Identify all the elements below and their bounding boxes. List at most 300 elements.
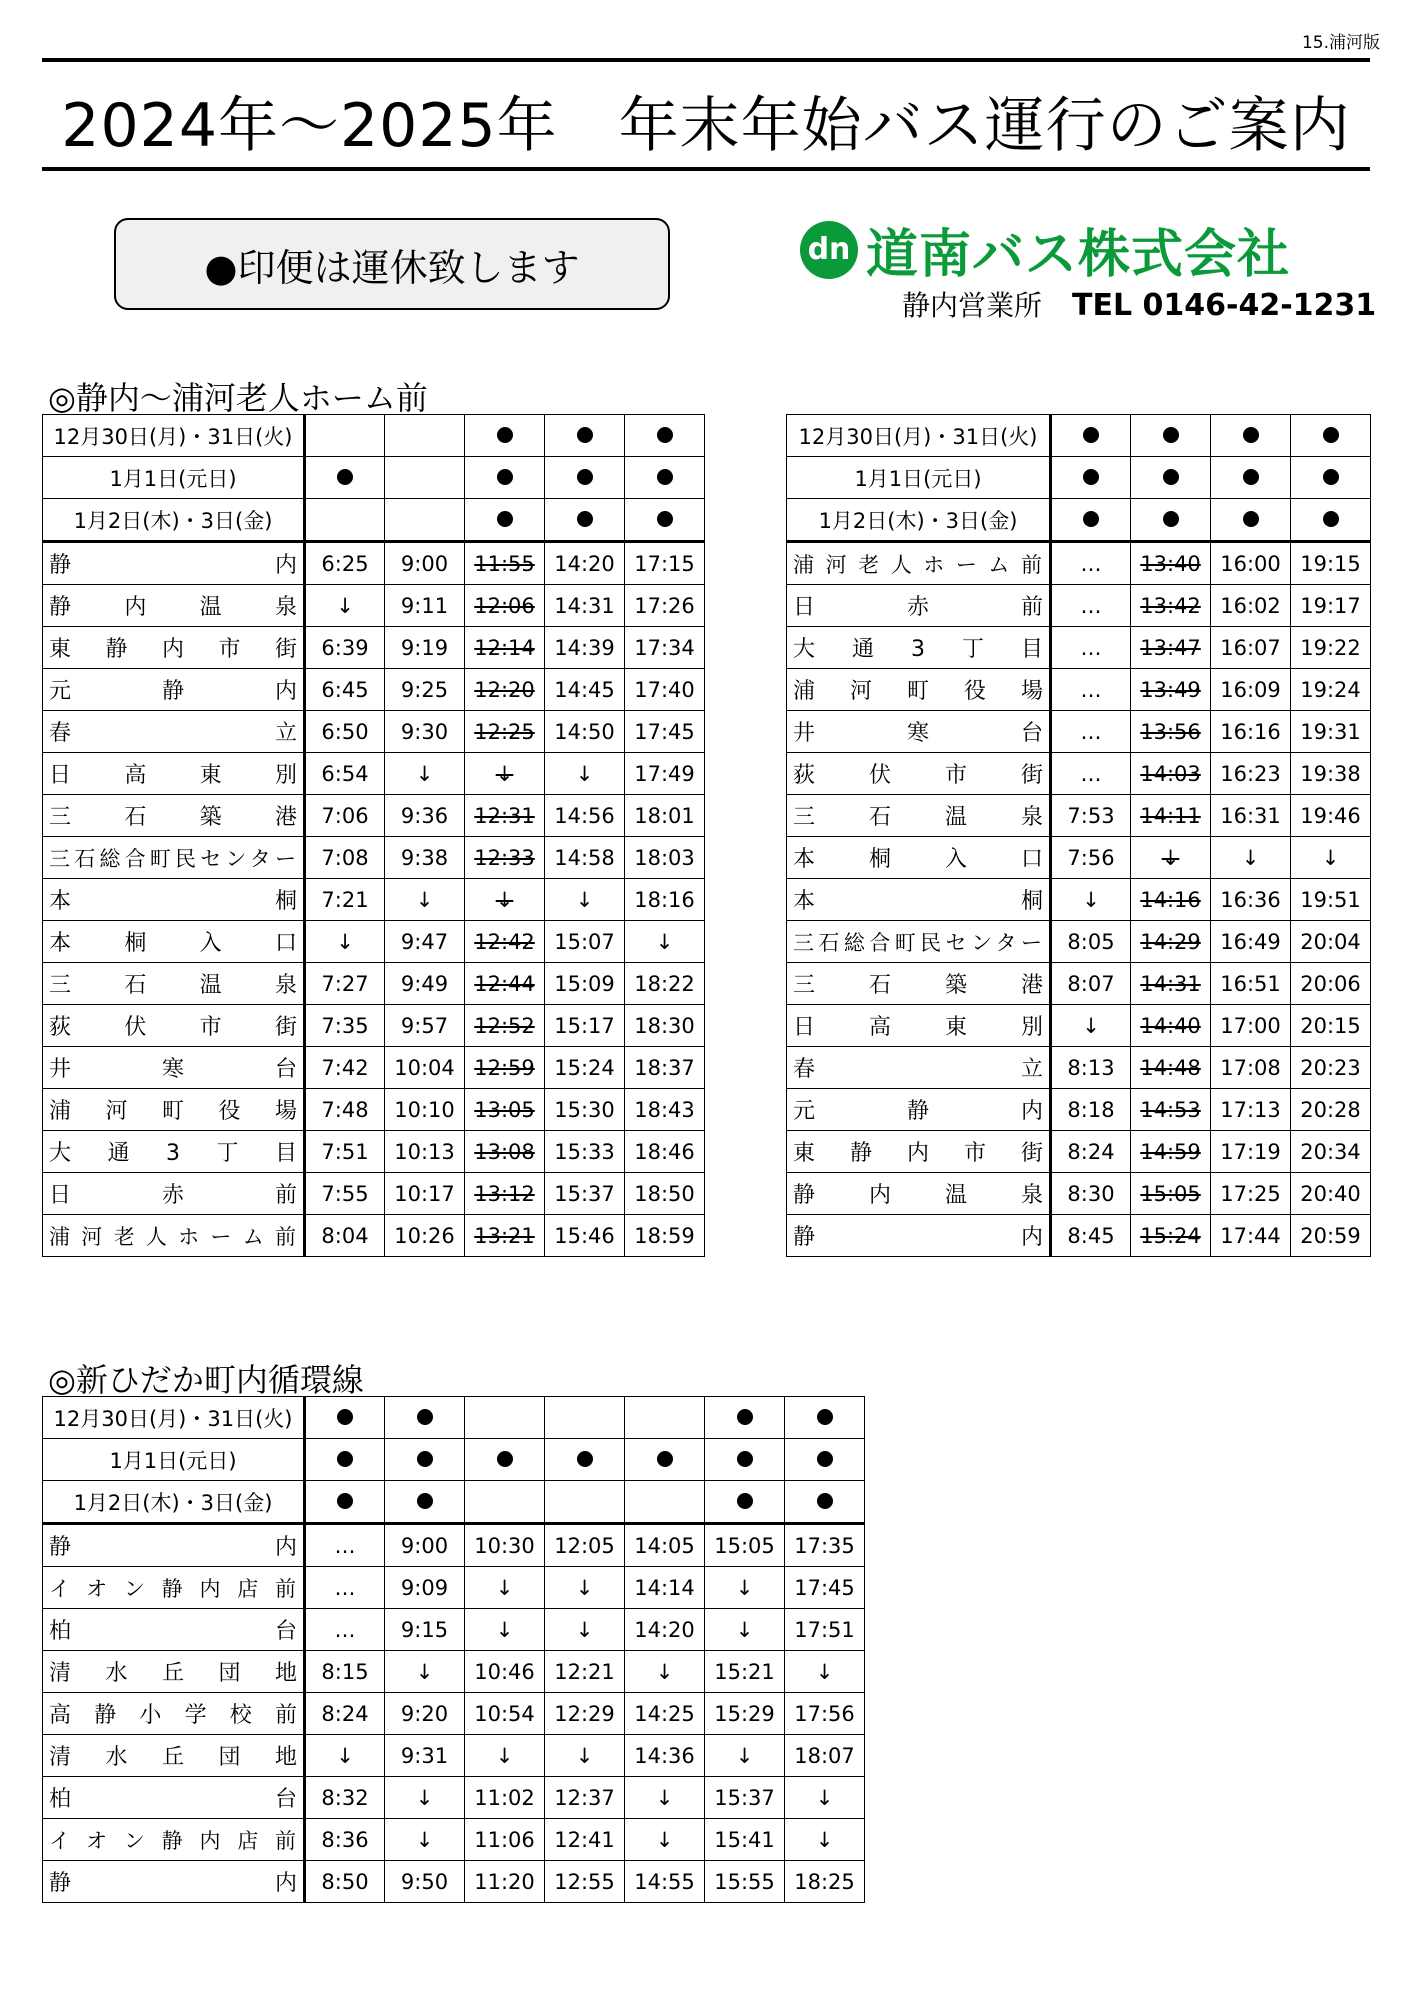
departure-time: 12:42	[465, 921, 545, 963]
departure-time: 14:58	[545, 837, 625, 879]
departure-time: …	[1051, 542, 1131, 585]
departure-time: 10:30	[465, 1524, 545, 1567]
operating-day-cell	[385, 1397, 465, 1439]
table-row	[43, 1173, 705, 1215]
departure-time: 13:56	[1131, 711, 1211, 753]
departure-time: 6:39	[305, 627, 385, 669]
departure-time: 20:40	[1291, 1173, 1371, 1215]
stop-name: 静内	[43, 1861, 305, 1903]
departure-time: 12:05	[545, 1524, 625, 1567]
departure-time: ↓	[545, 879, 625, 921]
suspended-dot-icon	[577, 511, 593, 527]
operating-day-cell	[385, 457, 465, 499]
departure-time: 15:33	[545, 1131, 625, 1173]
departure-time: 9:09	[385, 1567, 465, 1609]
departure-time: 9:38	[385, 837, 465, 879]
table-row	[43, 1651, 865, 1693]
departure-time: 8:15	[305, 1651, 385, 1693]
departure-time: 18:22	[625, 963, 705, 1005]
departure-time: 7:53	[1051, 795, 1131, 837]
table-row	[43, 1735, 865, 1777]
page-title: 2024年～2025年 年末年始バス運行のご案内	[61, 91, 1351, 161]
suspended-dot-icon	[1163, 511, 1179, 527]
departure-time: 9:57	[385, 1005, 465, 1047]
table-row	[787, 1215, 1371, 1257]
table-row	[787, 669, 1371, 711]
stop-name: 三石温泉	[787, 795, 1051, 837]
departure-time: 17:26	[625, 585, 705, 627]
departure-time: ↓	[385, 1819, 465, 1861]
table-row	[43, 1861, 865, 1903]
departure-time: 17:15	[625, 542, 705, 585]
operating-day-cell	[705, 1481, 785, 1524]
departure-time: 14:56	[545, 795, 625, 837]
table-row	[43, 542, 705, 585]
suspended-dot-icon	[497, 469, 513, 485]
departure-time: 6:54	[305, 753, 385, 795]
table-row	[787, 711, 1371, 753]
departure-time: ↓	[465, 1609, 545, 1651]
departure-time: 18:03	[625, 837, 705, 879]
departure-time: 14:20	[625, 1609, 705, 1651]
section-title-loop: ◎新ひだか町内循環線	[48, 1361, 364, 1399]
departure-time: 15:07	[545, 921, 625, 963]
departure-time: 9:49	[385, 963, 465, 1005]
departure-time: ↓	[625, 1819, 705, 1861]
departure-time: ↓	[385, 1777, 465, 1819]
operating-day-cell	[305, 499, 385, 542]
operating-day-cell	[625, 1397, 705, 1439]
table-row	[787, 627, 1371, 669]
departure-time: 8:32	[305, 1777, 385, 1819]
departure-time: 16:51	[1211, 963, 1291, 1005]
table-row	[787, 585, 1371, 627]
stop-name: 三石築港	[43, 795, 305, 837]
departure-time: 20:06	[1291, 963, 1371, 1005]
departure-time: 20:59	[1291, 1215, 1371, 1257]
departure-time: 15:09	[545, 963, 625, 1005]
departure-time: ↓	[705, 1567, 785, 1609]
departure-time: 14:11	[1131, 795, 1211, 837]
stop-name: 静内温泉	[43, 585, 305, 627]
departure-time: 16:31	[1211, 795, 1291, 837]
stop-name: 静内	[787, 1215, 1051, 1257]
operating-day-cell	[1291, 499, 1371, 542]
departure-time: 13:12	[465, 1173, 545, 1215]
stop-name: イオン静内店前	[43, 1567, 305, 1609]
suspended-dot-icon	[1083, 511, 1099, 527]
table-row	[43, 1609, 865, 1651]
departure-time: 17:35	[785, 1524, 865, 1567]
stop-name: 柏台	[43, 1609, 305, 1651]
departure-time: 16:09	[1211, 669, 1291, 711]
departure-time: 9:20	[385, 1693, 465, 1735]
stop-name: 柏台	[43, 1777, 305, 1819]
departure-time: 12:06	[465, 585, 545, 627]
operating-day-cell	[1211, 499, 1291, 542]
operating-day-label: 12月30日(月)・31日(火)	[787, 415, 1051, 457]
departure-time: 14:55	[625, 1861, 705, 1903]
operating-day-cell	[385, 499, 465, 542]
suspended-dot-icon	[1243, 469, 1259, 485]
departure-time: ↓	[385, 753, 465, 795]
table-row	[43, 627, 705, 669]
departure-time: 14:40	[1131, 1005, 1211, 1047]
table-row	[787, 753, 1371, 795]
departure-time: 17:51	[785, 1609, 865, 1651]
table-row	[43, 1089, 705, 1131]
operating-day-label: 1月1日(元日)	[43, 457, 305, 499]
table-row	[43, 1819, 865, 1861]
operating-day-cell	[545, 1397, 625, 1439]
operating-day-cell	[465, 1397, 545, 1439]
departure-time: ↓	[625, 1777, 705, 1819]
table-row	[43, 1047, 705, 1089]
departure-time: 9:31	[385, 1735, 465, 1777]
departure-time: 17:08	[1211, 1047, 1291, 1089]
timetable-shizunai-urakawa	[42, 414, 705, 1257]
table-row	[43, 1567, 865, 1609]
departure-time: …	[305, 1524, 385, 1567]
departure-time: ↓	[1131, 837, 1211, 879]
departure-time: 16:23	[1211, 753, 1291, 795]
suspended-dot-icon	[737, 1409, 753, 1425]
operating-day-row	[43, 1397, 865, 1439]
operating-day-cell	[545, 1481, 625, 1524]
departure-time: 11:06	[465, 1819, 545, 1861]
departure-time: 14:50	[545, 711, 625, 753]
departure-time: 14:20	[545, 542, 625, 585]
departure-time: 15:29	[705, 1693, 785, 1735]
suspended-dot-icon	[417, 1409, 433, 1425]
operating-day-cell	[465, 457, 545, 499]
table-row	[787, 879, 1371, 921]
departure-time: 16:49	[1211, 921, 1291, 963]
departure-time: 17:25	[1211, 1173, 1291, 1215]
departure-time: 10:04	[385, 1047, 465, 1089]
departure-time: 19:24	[1291, 669, 1371, 711]
table-row	[43, 1215, 705, 1257]
page-id: 15.浦河版	[1301, 33, 1380, 53]
departure-time: 16:02	[1211, 585, 1291, 627]
operating-day-cell	[385, 1481, 465, 1524]
operating-day-row	[43, 1481, 865, 1524]
departure-time: ↓	[545, 1735, 625, 1777]
departure-time: 12:21	[545, 1651, 625, 1693]
suspended-dot-icon	[1323, 469, 1339, 485]
operating-day-cell	[1131, 415, 1211, 457]
operating-day-cell	[305, 415, 385, 457]
departure-time: ↓	[1291, 837, 1371, 879]
operating-day-cell	[705, 1439, 785, 1481]
departure-time: 8:36	[305, 1819, 385, 1861]
departure-time: 16:07	[1211, 627, 1291, 669]
stop-name: 東静内市街	[787, 1131, 1051, 1173]
departure-time: …	[305, 1609, 385, 1651]
suspended-dot-icon	[417, 1451, 433, 1467]
operating-day-cell	[1131, 457, 1211, 499]
stop-name: 三石総合町民センター	[787, 921, 1051, 963]
title-top-rule	[42, 58, 1370, 62]
stop-name: 荻伏市街	[43, 1005, 305, 1047]
departure-time: 14:53	[1131, 1089, 1211, 1131]
departure-time: 18:59	[625, 1215, 705, 1257]
table-row	[43, 795, 705, 837]
departure-time: ↓	[785, 1819, 865, 1861]
departure-time: 19:31	[1291, 711, 1371, 753]
suspended-dot-icon	[1323, 427, 1339, 443]
departure-time: 13:47	[1131, 627, 1211, 669]
table-row	[787, 1005, 1371, 1047]
departure-time: 14:36	[625, 1735, 705, 1777]
stop-name: 本桐入口	[787, 837, 1051, 879]
departure-time: 7:56	[1051, 837, 1131, 879]
stop-name: 大通3丁目	[787, 627, 1051, 669]
stop-name: 高静小学校前	[43, 1693, 305, 1735]
suspended-dot-icon	[1323, 511, 1339, 527]
departure-time: 10:46	[465, 1651, 545, 1693]
departure-time: …	[1051, 585, 1131, 627]
table-row	[43, 1005, 705, 1047]
section-title-urakawa: ◎静内～浦河老人ホーム前	[48, 379, 428, 417]
departure-time: 18:25	[785, 1861, 865, 1903]
operating-day-cell	[1211, 457, 1291, 499]
departure-time: 6:50	[305, 711, 385, 753]
suspended-dot-icon	[737, 1493, 753, 1509]
office-phone: TEL 0146-42-1231	[1072, 288, 1377, 323]
operating-day-cell	[545, 1439, 625, 1481]
departure-time: 11:02	[465, 1777, 545, 1819]
departure-time: 12:55	[545, 1861, 625, 1903]
operating-day-cell	[305, 1397, 385, 1439]
departure-time: 18:30	[625, 1005, 705, 1047]
suspended-dot-icon	[737, 1451, 753, 1467]
operating-day-label: 1月2日(木)・3日(金)	[43, 499, 305, 542]
timetable-town-loop	[42, 1396, 865, 1903]
operating-day-cell	[785, 1397, 865, 1439]
stop-name: 清水丘団地	[43, 1651, 305, 1693]
stop-name: 日赤前	[787, 585, 1051, 627]
departure-time: 12:20	[465, 669, 545, 711]
departure-time: 14:29	[1131, 921, 1211, 963]
departure-time: 12:52	[465, 1005, 545, 1047]
departure-time: 15:41	[705, 1819, 785, 1861]
stop-name: 春立	[787, 1047, 1051, 1089]
departure-time: ↓	[1051, 879, 1131, 921]
suspended-dot-icon	[577, 427, 593, 443]
operating-day-label: 1月2日(木)・3日(金)	[43, 1481, 305, 1524]
departure-time: ↓	[705, 1735, 785, 1777]
departure-time: 14:05	[625, 1524, 705, 1567]
table-row	[43, 711, 705, 753]
departure-time: ↓	[545, 1609, 625, 1651]
stop-name: 日赤前	[43, 1173, 305, 1215]
departure-time: 18:43	[625, 1089, 705, 1131]
departure-time: 8:45	[1051, 1215, 1131, 1257]
departure-time: 15:55	[705, 1861, 785, 1903]
departure-time: 17:19	[1211, 1131, 1291, 1173]
departure-time: 13:21	[465, 1215, 545, 1257]
table-row	[43, 1777, 865, 1819]
suspended-dot-icon	[577, 469, 593, 485]
departure-time: 9:25	[385, 669, 465, 711]
suspended-dot-icon	[657, 1451, 673, 1467]
operating-day-label: 12月30日(月)・31日(火)	[43, 415, 305, 457]
suspension-notice: ●印便は運休致します	[114, 218, 670, 310]
stop-name: 三石総合町民センター	[43, 837, 305, 879]
departure-time: 6:25	[305, 542, 385, 585]
table-row	[43, 1131, 705, 1173]
departure-time: 14:31	[1131, 963, 1211, 1005]
suspended-dot-icon	[337, 469, 353, 485]
stop-name: 本桐	[787, 879, 1051, 921]
departure-time: 13:42	[1131, 585, 1211, 627]
departure-time: 7:55	[305, 1173, 385, 1215]
departure-time: ↓	[705, 1609, 785, 1651]
stop-name: 三石築港	[787, 963, 1051, 1005]
stop-name: 三石温泉	[43, 963, 305, 1005]
departure-time: 13:49	[1131, 669, 1211, 711]
departure-time: 16:36	[1211, 879, 1291, 921]
departure-time: 18:46	[625, 1131, 705, 1173]
departure-time: 12:29	[545, 1693, 625, 1735]
table-row	[43, 669, 705, 711]
suspended-dot-icon	[1083, 469, 1099, 485]
departure-time: 8:24	[305, 1693, 385, 1735]
operating-day-cell	[465, 499, 545, 542]
suspended-dot-icon	[337, 1493, 353, 1509]
departure-time: 17:56	[785, 1693, 865, 1735]
operating-day-cell	[625, 499, 705, 542]
table-row	[787, 795, 1371, 837]
departure-time: ↓	[1211, 837, 1291, 879]
departure-time: 7:48	[305, 1089, 385, 1131]
departure-time: ↓	[545, 1567, 625, 1609]
departure-time: ↓	[625, 1651, 705, 1693]
departure-time: 13:08	[465, 1131, 545, 1173]
suspended-dot-icon	[1083, 427, 1099, 443]
departure-time: 9:50	[385, 1861, 465, 1903]
departure-time: 16:00	[1211, 542, 1291, 585]
departure-time: 15:37	[705, 1777, 785, 1819]
departure-time: 8:24	[1051, 1131, 1131, 1173]
departure-time: 7:06	[305, 795, 385, 837]
departure-time: 15:24	[545, 1047, 625, 1089]
table-row	[787, 921, 1371, 963]
departure-time: 8:50	[305, 1861, 385, 1903]
departure-time: 18:07	[785, 1735, 865, 1777]
table-row	[43, 963, 705, 1005]
departure-time: …	[1051, 753, 1131, 795]
operating-day-row	[787, 415, 1371, 457]
departure-time: 15:21	[705, 1651, 785, 1693]
departure-time: 10:10	[385, 1089, 465, 1131]
departure-time: 8:30	[1051, 1173, 1131, 1215]
operating-day-row	[43, 457, 705, 499]
suspended-dot-icon	[1163, 469, 1179, 485]
suspended-dot-icon	[657, 511, 673, 527]
stop-name: 浦河町役場	[43, 1089, 305, 1131]
operating-day-cell	[625, 415, 705, 457]
operating-day-cell	[1131, 499, 1211, 542]
departure-time: 17:00	[1211, 1005, 1291, 1047]
table-row	[787, 837, 1371, 879]
departure-time: 15:05	[705, 1524, 785, 1567]
departure-time: 9:15	[385, 1609, 465, 1651]
stop-name: 東静内市街	[43, 627, 305, 669]
operating-day-cell	[625, 457, 705, 499]
operating-day-cell	[465, 1481, 545, 1524]
departure-time: ↓	[305, 585, 385, 627]
title-bottom-rule	[42, 167, 1370, 171]
operating-day-row	[787, 499, 1371, 542]
operating-day-cell	[1051, 415, 1131, 457]
departure-time: 10:54	[465, 1693, 545, 1735]
departure-time: 7:35	[305, 1005, 385, 1047]
departure-time: 12:25	[465, 711, 545, 753]
table-row	[43, 921, 705, 963]
suspended-dot-icon	[577, 1451, 593, 1467]
operating-day-cell	[545, 499, 625, 542]
departure-time: 18:37	[625, 1047, 705, 1089]
departure-time: 12:14	[465, 627, 545, 669]
stop-name: 元静内	[787, 1089, 1051, 1131]
departure-time: 20:34	[1291, 1131, 1371, 1173]
departure-time: 7:42	[305, 1047, 385, 1089]
operating-day-cell	[545, 415, 625, 457]
departure-time: ↓	[1051, 1005, 1131, 1047]
operating-day-cell	[465, 1439, 545, 1481]
departure-time: 19:22	[1291, 627, 1371, 669]
table-row	[43, 879, 705, 921]
operating-day-row	[787, 457, 1371, 499]
departure-time: 14:48	[1131, 1047, 1211, 1089]
departure-time: 12:33	[465, 837, 545, 879]
departure-time: 20:28	[1291, 1089, 1371, 1131]
departure-time: 9:11	[385, 585, 465, 627]
suspended-dot-icon	[1243, 427, 1259, 443]
operating-day-cell	[1051, 499, 1131, 542]
suspended-dot-icon	[497, 427, 513, 443]
departure-time: 10:17	[385, 1173, 465, 1215]
departure-time: 14:59	[1131, 1131, 1211, 1173]
departure-time: 12:31	[465, 795, 545, 837]
operating-day-cell	[705, 1397, 785, 1439]
departure-time: …	[1051, 669, 1131, 711]
suspended-dot-icon	[657, 427, 673, 443]
suspended-dot-icon	[657, 469, 673, 485]
suspended-dot-icon	[817, 1493, 833, 1509]
departure-time: 19:17	[1291, 585, 1371, 627]
departure-time: ↓	[465, 1735, 545, 1777]
company-mark-icon: dn	[800, 221, 858, 279]
departure-time: …	[1051, 627, 1131, 669]
departure-time: 14:39	[545, 627, 625, 669]
company-name: 道南バス株式会社	[866, 225, 1291, 285]
departure-time: ↓	[385, 1651, 465, 1693]
departure-time: 19:38	[1291, 753, 1371, 795]
departure-time: 7:21	[305, 879, 385, 921]
operating-day-label: 12月30日(月)・31日(火)	[43, 1397, 305, 1439]
stop-name: 浦河町役場	[787, 669, 1051, 711]
table-row	[787, 1089, 1371, 1131]
departure-time: ↓	[545, 753, 625, 795]
departure-time: 6:45	[305, 669, 385, 711]
operating-day-cell	[625, 1439, 705, 1481]
office-contact	[902, 284, 1376, 324]
operating-day-cell	[1291, 457, 1371, 499]
company-logo	[800, 212, 1290, 287]
